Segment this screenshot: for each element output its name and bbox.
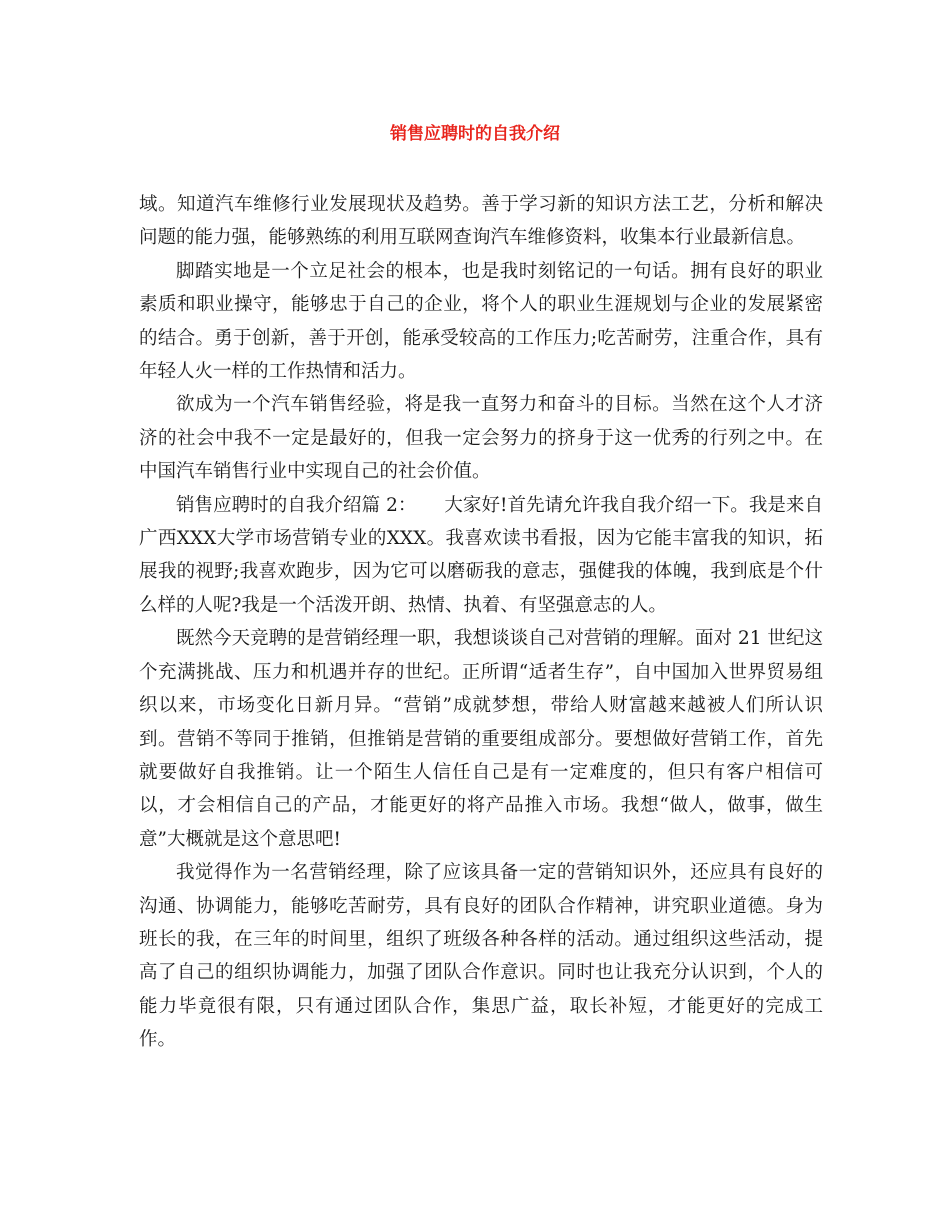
paragraph: 脚踏实地是一个立足社会的根本，也是我时刻铭记的一句话。拥有良好的职业素质和职业操守，能够忠于自己的企业，将个人的职业生涯规划与企业的发展紧密的结合。勇于创新，善于开创，能承受较高的工作压力;吃苦耐劳，注重合作，具有年轻人火一样的工作热情和活力。: [139, 260, 823, 383]
paragraph: 我觉得作为一名营销经理，除了应该具备一定的营销知识外，还应具有良好的沟通、协调能力，能够吃苦耐劳，具有良好的团队合作精神，讲究职业道德。身为班长的我，在三年的时间里，组织了班级各种各样的活动。通过组织这些活动，提高了自己的组织协调能力，加强了团队合作意识。同时也让我充分认识到，个人的能力毕竟很有限，只有通过团队合作，集思广益，取长补短，才能更好的完成工作。: [139, 862, 823, 1051]
paragraph-continuation: 域。知道汽车维修行业发展现状及趋势。善于学习新的知识方法工艺，分析和解决问题的能力强，能够熟练的利用互联网查询汽车维修资料，收集本行业最新信息。: [139, 194, 823, 249]
paragraph: 欲成为一个汽车销售经验，将是我一直努力和奋斗的目标。当然在这个人才济济的社会中我不一定是最好的，但我一定会努力的挤身于这一优秀的行列之中。在中国汽车销售行业中实现自己的社会价值。: [139, 394, 823, 483]
document-body: [139, 188, 823, 1057]
paragraph: 销售应聘时的自我介绍篇 2： 大家好!首先请允许我自我介绍一下。我是来自广西XXX大学市场营销专业的XXX。我喜欢读书看报，因为它能丰富我的知识，拓展我的视野;我喜欢跑步，因为它可以磨砺我的意志，强健我的体魄，我到底是个什么样的人呢?我是一个活泼开朗、热情、执着、有坚强意志的人。: [139, 494, 823, 616]
document-title: 销售应聘时的自我介绍: [390, 124, 560, 144]
paragraph: 既然今天竞聘的是营销经理一职，我想谈谈自己对营销的理解。面对 21 世纪这个充满挑战、压力和机遇并存的世纪。正所谓“适者生存”，自中国加入世界贸易组织以来，市场变化日新月异。“营销”成就梦想，带给人财富越来越被人们所认识到。营销不等同于推销，但推销是营销的重要组成部分。要想做好营销工作，首先就要做好自我推销。让一个陌生人信任自己是有一定难度的，但只有客户相信可以，才会相信自己的产品，才能更好的将产品推入市场。我想“做人，做事，做生意”大概就是这个意思吧!: [139, 628, 823, 850]
